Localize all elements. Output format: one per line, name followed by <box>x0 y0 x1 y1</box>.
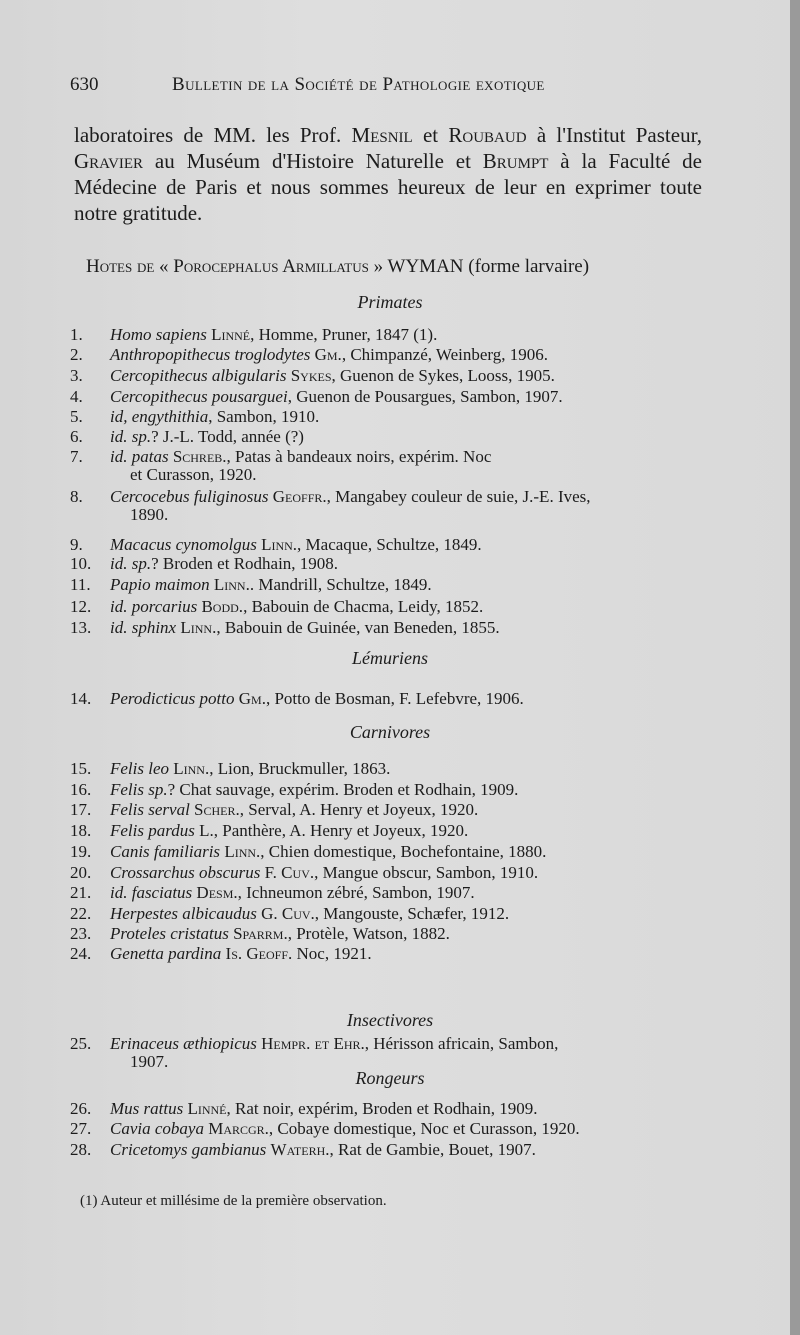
species-name: id. porcarius <box>110 597 198 616</box>
entry-number: 18. <box>70 821 92 840</box>
authority: Sykes <box>290 366 332 385</box>
host-details: , Homme, Pruner, 1847 (1). <box>250 325 438 344</box>
author-name: Mesnil <box>351 123 413 147</box>
authority: Waterh. <box>270 1140 330 1159</box>
species-name: id, engythithia <box>110 407 209 426</box>
host-details: , Lion, Bruckmuller, 1863. <box>209 759 391 778</box>
species-name: id. sp. <box>110 427 152 446</box>
species-name: Cricetomys gambianus <box>110 1140 267 1159</box>
list-item <box>70 408 720 426</box>
species-name: Crossarchus obscurus <box>110 863 261 882</box>
species-name: Felis leo <box>110 759 170 778</box>
section-heading-lemuriens: Lémuriens <box>352 648 428 668</box>
list-item <box>70 326 720 344</box>
list-item <box>70 346 720 364</box>
host-details-continued: 1890. <box>130 505 169 524</box>
authority: Scher. <box>194 800 240 819</box>
list-item <box>70 1141 720 1159</box>
list-item <box>70 760 720 778</box>
host-details: , Panthère, A. Henry et Joyeux, 1920. <box>213 821 469 840</box>
authority: L. <box>199 821 214 840</box>
authority: Bodd. <box>201 597 244 616</box>
authority: Linné <box>211 325 251 344</box>
species-name: id. sp. <box>110 554 152 573</box>
species-name: Macacus cynomolgus <box>110 535 257 554</box>
authority: G. Cuv. <box>261 904 315 923</box>
list-item <box>70 555 720 573</box>
authority: F. Cuv. <box>264 863 315 882</box>
host-list-title <box>86 256 726 278</box>
entry-number: 6. <box>70 427 83 446</box>
authority: Linn. <box>173 759 210 778</box>
host-details: , Potto de Bosman, F. Lefebvre, 1906. <box>265 689 524 708</box>
entry-number: 17. <box>70 800 92 819</box>
intro-text: à la Faculté de Médecine de Paris et nous sommes heureux de leur en exprimer toute notre gratitude. <box>74 149 702 225</box>
entry-number: 12. <box>70 597 92 616</box>
list-item <box>70 576 720 594</box>
entry-number: 11. <box>70 575 91 594</box>
authority: Gm. <box>238 689 266 708</box>
page-number: 630 <box>70 74 99 95</box>
authority: Schreb. <box>172 447 227 466</box>
species-name: Proteles cristatus <box>110 924 229 943</box>
host-details: , Mangabey couleur de suie, J.-E. Ives, <box>326 487 591 506</box>
list-item <box>70 801 720 819</box>
species-name: Perodicticus potto <box>110 689 235 708</box>
species-name: Genetta pardina <box>110 944 222 963</box>
intro-paragraph <box>74 122 702 226</box>
list-item <box>70 619 720 637</box>
host-details-continued: 1907. <box>130 1052 169 1071</box>
list-item <box>70 428 720 446</box>
species-name: Homo sapiens <box>110 325 207 344</box>
intro-text: et <box>412 123 449 147</box>
entry-number: 25. <box>70 1034 92 1053</box>
entry-number: 9. <box>70 535 83 554</box>
species-name: Anthropopithecus troglodytes <box>110 345 311 364</box>
list-item <box>70 781 720 799</box>
authority: Gm. <box>314 345 342 364</box>
page-edge <box>790 0 800 1335</box>
species-name: id. patas <box>110 447 169 466</box>
intro-text: au Muséum d'Histoire Naturelle et <box>143 149 483 173</box>
intro-text: laboratoires de MM. les Prof. <box>74 123 352 147</box>
host-details: , Guenon de Sykes, Looss, 1905. <box>331 366 555 385</box>
entry-number: 26. <box>70 1099 92 1118</box>
footnote: (1) Auteur et millésime de la première observation. <box>80 1193 387 1209</box>
section-heading-primates: Primates <box>357 292 423 312</box>
list-item <box>70 1035 720 1071</box>
list-item <box>70 367 720 385</box>
host-details: , Mangouste, Schæfer, 1912. <box>314 904 510 923</box>
list-item <box>70 448 720 484</box>
entry-number: 22. <box>70 904 92 923</box>
authority: Marcgr. <box>208 1119 269 1138</box>
host-details: ? J.-L. Todd, année (?) <box>151 427 304 446</box>
species-name: Felis sp. <box>110 780 168 799</box>
section-heading-insectivores: Insectivores <box>346 1010 434 1030</box>
species-name: Mus rattus <box>110 1099 184 1118</box>
authority: Linn. <box>261 535 298 554</box>
list-item <box>70 488 720 524</box>
section-heading-rongeurs: Rongeurs <box>355 1068 425 1088</box>
list-item <box>70 864 720 882</box>
host-details: ? Chat sauvage, expérim. Broden et Rodhain, 1909. <box>167 780 519 799</box>
entry-number: 3. <box>70 366 83 385</box>
authority: Sparrm. <box>233 924 288 943</box>
species-name: Papio maimon <box>110 575 210 594</box>
entry-number: 4. <box>70 387 83 406</box>
host-details: , Macaque, Schultze, 1849. <box>297 535 482 554</box>
list-item <box>70 690 720 708</box>
host-details: ? Broden et Rodhain, 1908. <box>151 554 339 573</box>
entry-number: 1. <box>70 325 83 344</box>
authority: Linn. <box>180 618 217 637</box>
host-details: , Protèle, Watson, 1882. <box>287 924 450 943</box>
species-name: Cercopithecus pousarguei <box>110 387 288 406</box>
host-details: , Serval, A. Henry et Joyeux, 1920. <box>239 800 479 819</box>
author-name: Roubaud <box>448 123 527 147</box>
host-details: , Hérisson africain, Sambon, <box>364 1034 559 1053</box>
list-item <box>70 843 720 861</box>
host-details: , Cobaye domestique, Noc et Curasson, 1920. <box>268 1119 580 1138</box>
host-details: , Babouin de Guinée, van Beneden, 1855. <box>216 618 500 637</box>
species-name: Felis serval <box>110 800 190 819</box>
host-details: , Rat noir, expérim, Broden et Rodhain, 1909. <box>226 1099 538 1118</box>
authority: Hempr. et Ehr. <box>261 1034 365 1053</box>
intro-text: à l'Institut Pasteur, <box>526 123 702 147</box>
host-details: . Mandrill, Schultze, 1849. <box>249 575 432 594</box>
list-item <box>70 388 720 406</box>
author-name: Gravier <box>74 149 144 173</box>
list-title-rest: WYMAN (forme larvaire) <box>383 256 590 277</box>
entry-number: 14. <box>70 689 92 708</box>
entry-number: 28. <box>70 1140 92 1159</box>
species-name: Cercocebus fuliginosus <box>110 487 269 506</box>
entry-number: 23. <box>70 924 92 943</box>
list-item <box>70 1100 720 1118</box>
entry-number: 24. <box>70 944 92 963</box>
section-heading-carnivores: Carnivores <box>349 722 431 742</box>
list-title-smallcaps: Hotes de « Porocephalus Armillatus » <box>86 256 384 277</box>
journal-title: Bulletin de la Société de Pathologie exotique <box>172 74 545 95</box>
host-details-continued: et Curasson, 1920. <box>130 465 257 484</box>
entry-number: 19. <box>70 842 92 861</box>
entry-number: 21. <box>70 883 92 902</box>
host-details: , Chien domestique, Bochefontaine, 1880. <box>260 842 547 861</box>
list-item <box>70 945 720 963</box>
authority: Linn. <box>224 842 261 861</box>
entry-number: 8. <box>70 487 83 506</box>
authority: Linné <box>187 1099 227 1118</box>
host-details: , Chimpanzé, Weinberg, 1906. <box>341 345 549 364</box>
species-name: Canis familiaris <box>110 842 221 861</box>
entry-number: 10. <box>70 554 92 573</box>
host-details: Noc, 1921. <box>292 944 372 963</box>
species-name: id. fasciatus <box>110 883 193 902</box>
list-item <box>70 536 720 554</box>
host-details: , Babouin de Chacma, Leidy, 1852. <box>243 597 484 616</box>
species-name: Felis pardus <box>110 821 195 840</box>
species-name: Cercopithecus albigularis <box>110 366 287 385</box>
host-details: , Mangue obscur, Sambon, 1910. <box>314 863 539 882</box>
species-name: Herpestes albicaudus <box>110 904 257 923</box>
host-details: , Rat de Gambie, Bouet, 1907. <box>329 1140 536 1159</box>
authority: Is. Geoff. <box>225 944 293 963</box>
list-item <box>70 822 720 840</box>
host-details: , Guenon de Pousargues, Sambon, 1907. <box>287 387 563 406</box>
species-name: Cavia cobaya <box>110 1119 204 1138</box>
entry-number: 2. <box>70 345 83 364</box>
entry-number: 27. <box>70 1119 92 1138</box>
author-name: Brumpt <box>482 149 549 173</box>
list-item <box>70 905 720 923</box>
entry-number: 5. <box>70 407 83 426</box>
authority: Desm. <box>196 883 238 902</box>
list-item <box>70 1120 720 1138</box>
list-item <box>70 598 720 616</box>
authority: Geoffr. <box>272 487 327 506</box>
species-name: Erinaceus æthiopicus <box>110 1034 257 1053</box>
host-details: , Patas à bandeaux noirs, expérim. Noc <box>226 447 492 466</box>
entry-number: 15. <box>70 759 92 778</box>
list-item <box>70 925 720 943</box>
entry-number: 7. <box>70 447 83 466</box>
host-details: , Ichneumon zébré, Sambon, 1907. <box>237 883 475 902</box>
authority: Linn. <box>213 575 250 594</box>
list-item <box>70 884 720 902</box>
entry-number: 13. <box>70 618 92 637</box>
host-details: , Sambon, 1910. <box>208 407 320 426</box>
entry-number: 16. <box>70 780 92 799</box>
species-name: id. sphinx <box>110 618 177 637</box>
entry-number: 20. <box>70 863 92 882</box>
